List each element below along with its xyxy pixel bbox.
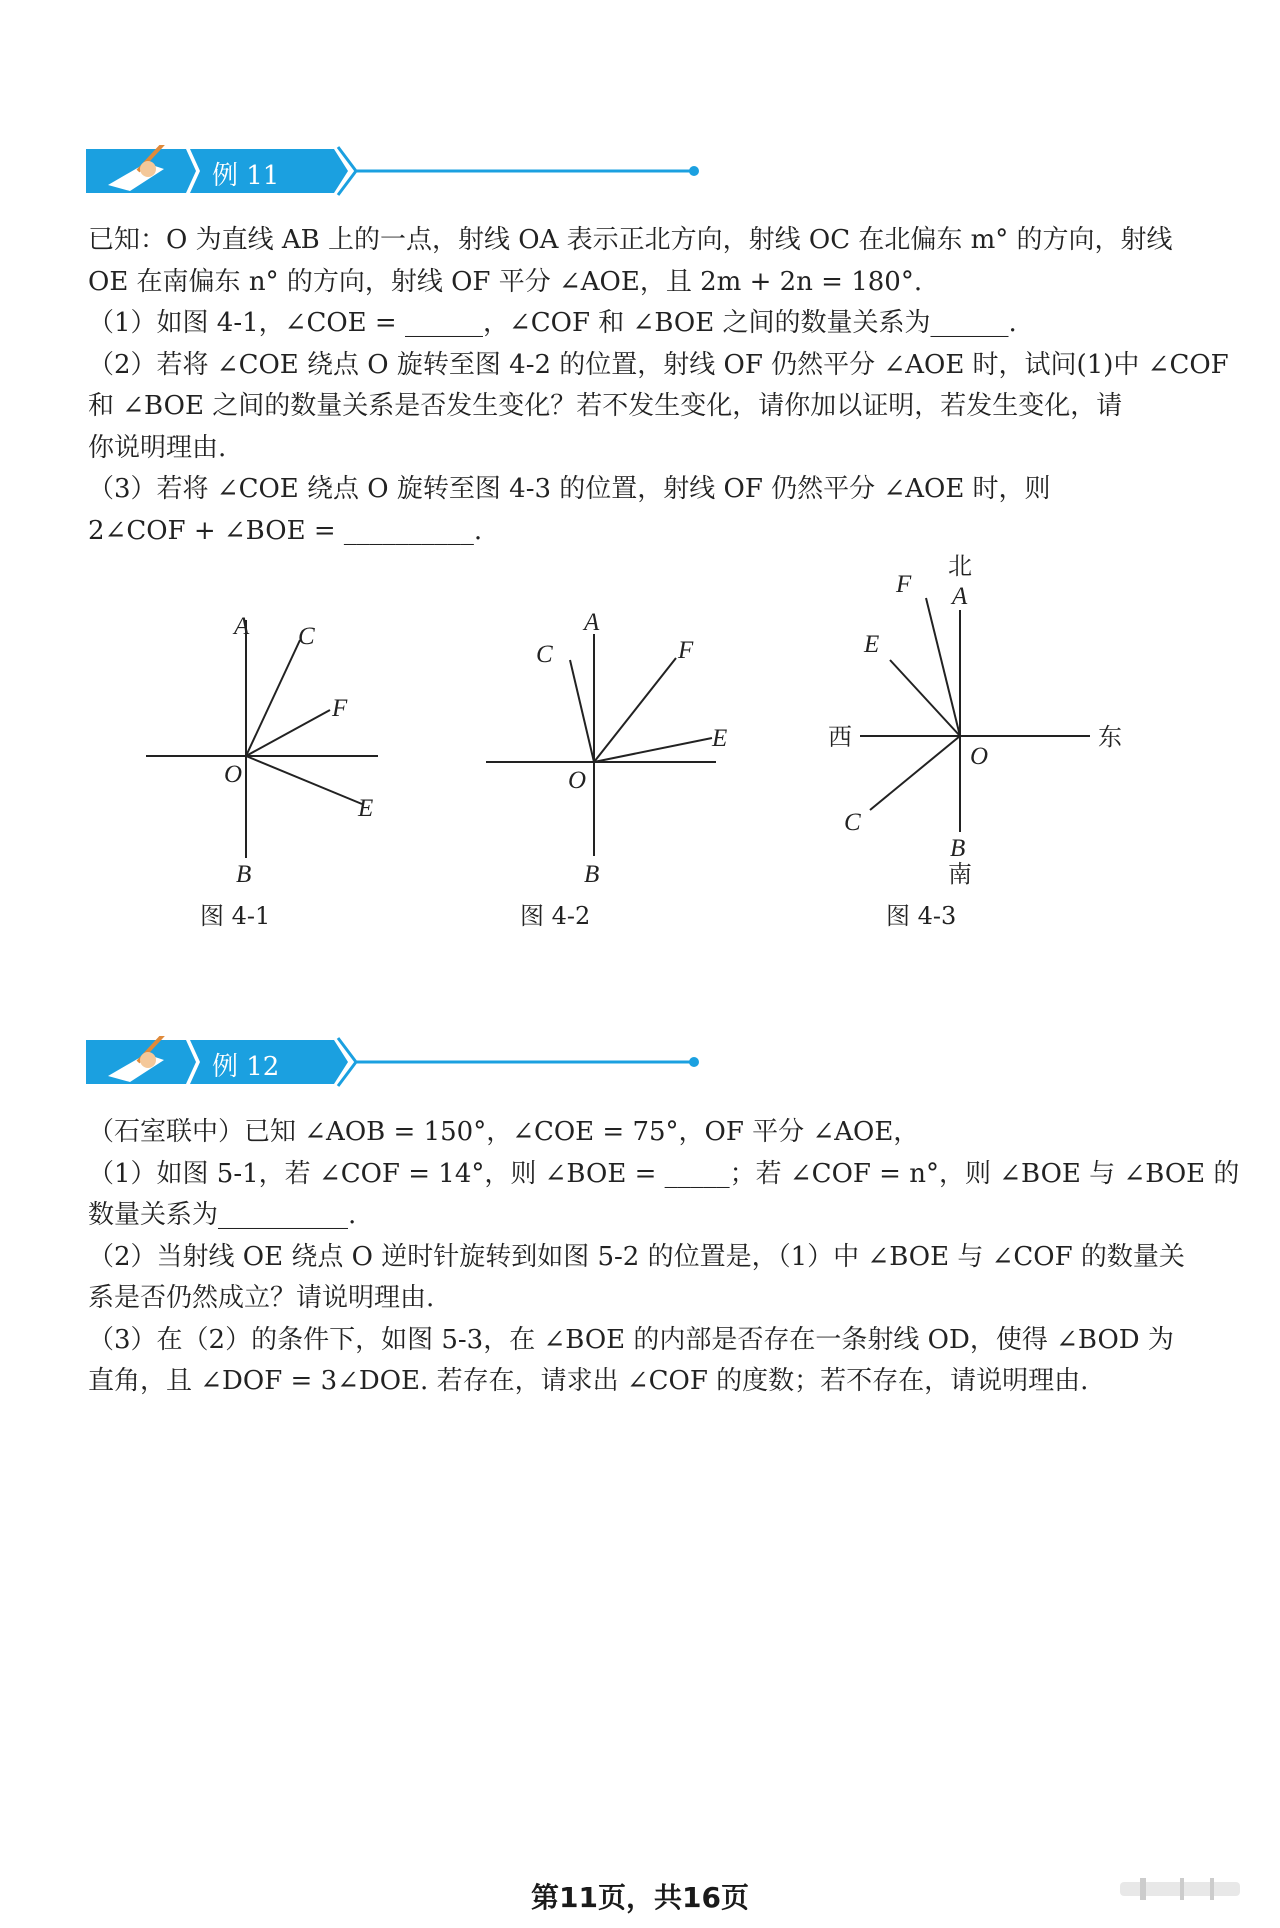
- problem-line: 直角，且 ∠DOF = 3∠DOE. 若存在，请求出 ∠COF 的度数；若不存在，请说明理由.: [88, 1366, 1089, 1396]
- example-12-problem: [88, 1112, 1240, 1403]
- label-c: C: [536, 641, 553, 668]
- ray-oe: [246, 756, 362, 804]
- label-a: A: [584, 610, 600, 636]
- problem-line: （1）如图 4-1，∠COE = ______，∠COF 和 ∠BOE 之间的数量关系为______.: [88, 308, 1017, 338]
- example-11-label: 例 11: [212, 161, 280, 191]
- figure-4-1: [140, 610, 400, 900]
- problem-line: （2）当射线 OE 绕点 O 逆时针旋转到如图 5-2 的位置是，（1）中 ∠BOE 与 ∠COF 的数量关: [88, 1241, 1185, 1272]
- banner-ribbon-graphic: [86, 145, 706, 197]
- figure-4-2-caption: 图 4-2: [520, 902, 591, 930]
- figure-4-1-caption: 图 4-1: [200, 902, 271, 930]
- label-f: F: [678, 637, 694, 664]
- ray-oe: [594, 738, 712, 762]
- ray-oc: [570, 660, 594, 762]
- banner-ribbon-graphic: [86, 1036, 706, 1088]
- label-e: E: [864, 631, 880, 658]
- ray-of: [594, 658, 676, 762]
- problem-line: 和 ∠BOE 之间的数量关系是否发生变化？若不发生变化，请你加以证明，若发生变化，请: [88, 391, 1123, 421]
- ray-oc: [870, 736, 960, 810]
- label-o: O: [970, 743, 989, 770]
- problem-line: OE 在南偏东 n° 的方向，射线 OF 平分 ∠AOE，且 2m + 2n = 180°.: [88, 266, 923, 297]
- problem-line: （3）若将 ∠COE 绕点 O 旋转至图 4-3 的位置，射线 OF 仍然平分 ∠AOE 时，则: [88, 474, 1051, 504]
- label-south: 南: [948, 860, 972, 888]
- example-12-banner: [86, 1036, 706, 1088]
- label-north: 北: [948, 552, 972, 580]
- label-a: A: [234, 613, 250, 640]
- label-west: 西: [828, 723, 852, 751]
- label-o: O: [224, 761, 243, 788]
- figure-4-3-caption: 图 4-3: [886, 902, 957, 930]
- ray-of: [926, 598, 960, 736]
- problem-line: （石室联中）已知 ∠AOB = 150°，∠COE = 75°，OF 平分 ∠AOE，: [88, 1117, 920, 1147]
- label-c: C: [844, 809, 861, 836]
- label-f: F: [332, 695, 348, 722]
- ray-oe: [890, 660, 960, 736]
- reader-toolbar-icon[interactable]: [1120, 1876, 1260, 1902]
- problem-line: 系是否仍然成立？请说明理由.: [88, 1283, 435, 1313]
- problem-line: （3）在（2）的条件下，如图 5-3，在 ∠BOE 的内部是否存在一条射线 OD，使得 ∠BOD 为: [88, 1324, 1174, 1355]
- label-c: C: [298, 623, 315, 650]
- label-f: F: [896, 571, 912, 598]
- label-b: B: [584, 861, 600, 888]
- problem-line: 2∠COF + ∠BOE = __________.: [88, 515, 483, 546]
- ray-oc: [246, 640, 300, 756]
- example-12-label: 例 12: [212, 1052, 280, 1082]
- label-e: E: [712, 725, 728, 752]
- problem-line: （2）若将 ∠COE 绕点 O 旋转至图 4-2 的位置，射线 OF 仍然平分 ∠AOE 时，试问(1)中 ∠COF: [88, 349, 1229, 380]
- label-e: E: [358, 795, 374, 822]
- label-a: A: [952, 583, 968, 610]
- example-11-banner: [86, 145, 706, 197]
- label-b: B: [950, 835, 966, 862]
- figure-4-3: [820, 548, 1140, 888]
- problem-line: 数量关系为__________.: [88, 1200, 357, 1230]
- example-11-problem: [88, 220, 1229, 552]
- page-number: 第11页，共16页: [531, 1881, 749, 1914]
- label-east: 东: [1098, 723, 1122, 751]
- ray-of: [246, 710, 330, 756]
- problem-line: 你说明理由.: [88, 432, 227, 463]
- problem-line: 已知：O 为直线 AB 上的一点，射线 OA 表示正北方向，射线 OC 在北偏东 m° 的方向，射线: [88, 225, 1173, 255]
- label-o: O: [568, 767, 587, 794]
- figure-4-2: [480, 610, 740, 900]
- label-b: B: [236, 861, 252, 888]
- problem-line: （1）如图 5-1，若 ∠COF = 14°，则 ∠BOE = _____；若 ∠COF = n°，则 ∠BOE 与 ∠BOE 的: [88, 1158, 1240, 1189]
